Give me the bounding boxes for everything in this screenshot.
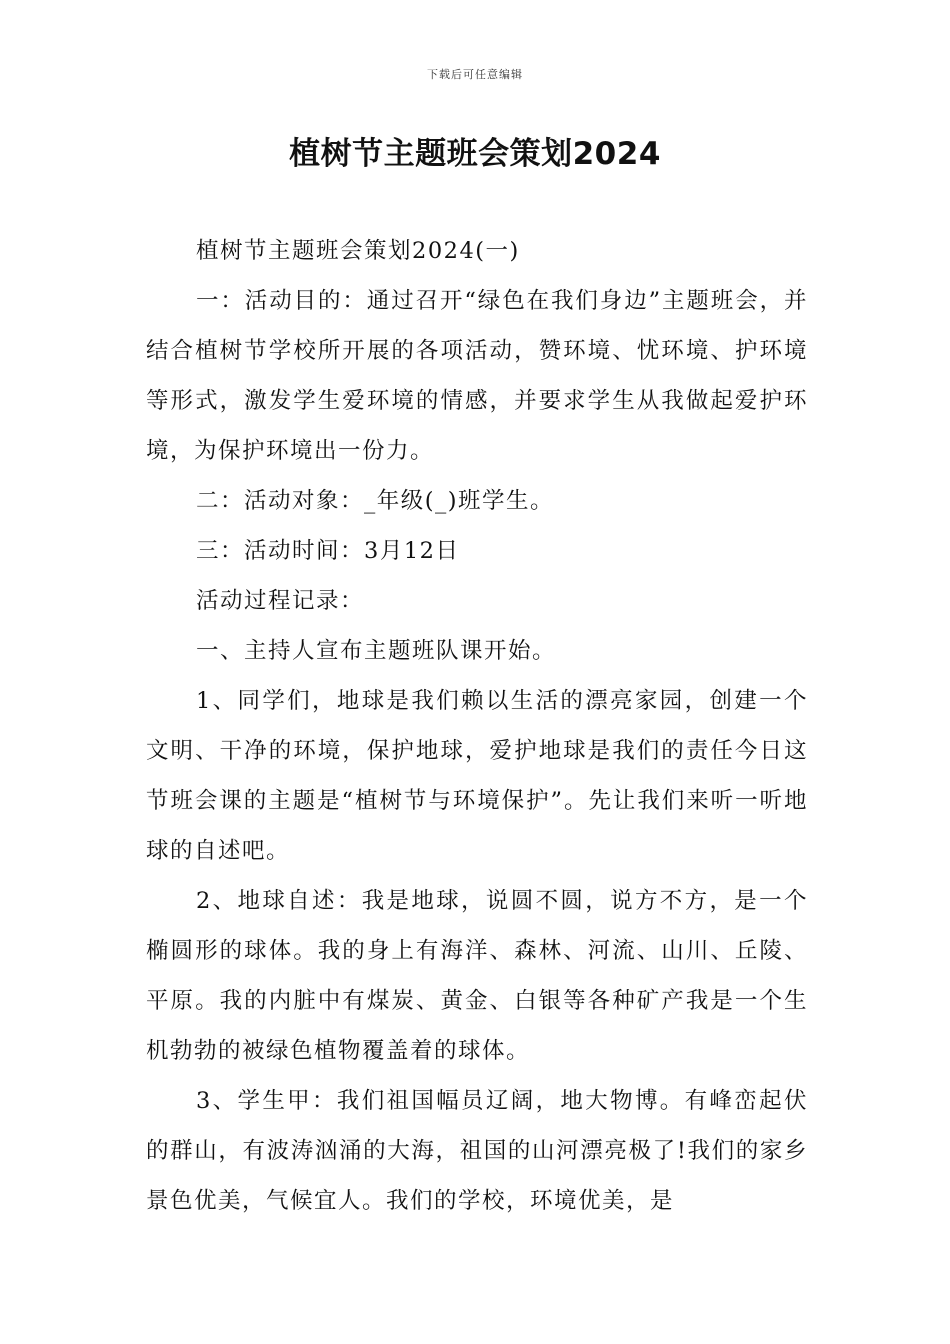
purpose-paragraph: 一：活动目的：通过召开“绿色在我们身边”主题班会，并结合植树节学校所开展的各项活动，赞环境、忧环境、护环境等形式，激发学生爱环境的情感，并要求学生从我做起爱护环境，为保护环境出一份力。 xyxy=(146,288,808,464)
page-header-note: 下载后可任意编辑 xyxy=(427,68,523,81)
document-title: 植树节主题班会策划2024 xyxy=(289,136,661,172)
step-one-paragraph: 一、主持人宣布主题班队课开始。 xyxy=(196,638,557,664)
item-three-paragraph: 3、学生甲：我们祖国幅员辽阔，地大物博。有峰峦起伏的群山，有波涛汹涌的大海，祖国的山河漂亮极了!我们的家乡景色优美，气候宜人。我们的学校，环境优美，是 xyxy=(146,1088,808,1214)
document-body xyxy=(146,226,808,1226)
audience-paragraph: 二：活动对象：_年级(_)班学生。 xyxy=(196,488,555,514)
item-one-paragraph: 1、同学们，地球是我们赖以生活的漂亮家园，创建一个文明、干净的环境，保护地球，爱护地球是我们的责任今日这节班会课的主题是“植树节与环境保护”。先让我们来听一听地球的自述吧。 xyxy=(146,688,808,864)
process-heading: 活动过程记录： xyxy=(196,588,365,614)
item-two-paragraph: 2、地球自述：我是地球，说圆不圆，说方不方，是一个椭圆形的球体。我的身上有海洋、森林、河流、山川、丘陵、平原。我的内脏中有煤炭、黄金、白银等各种矿产我是一个生机勃勃的被绿色植物覆盖着的球体。 xyxy=(146,888,808,1064)
time-paragraph: 三：活动时间：3月12日 xyxy=(196,538,460,564)
subtitle-paragraph: 植树节主题班会策划2024(一) xyxy=(196,238,520,264)
